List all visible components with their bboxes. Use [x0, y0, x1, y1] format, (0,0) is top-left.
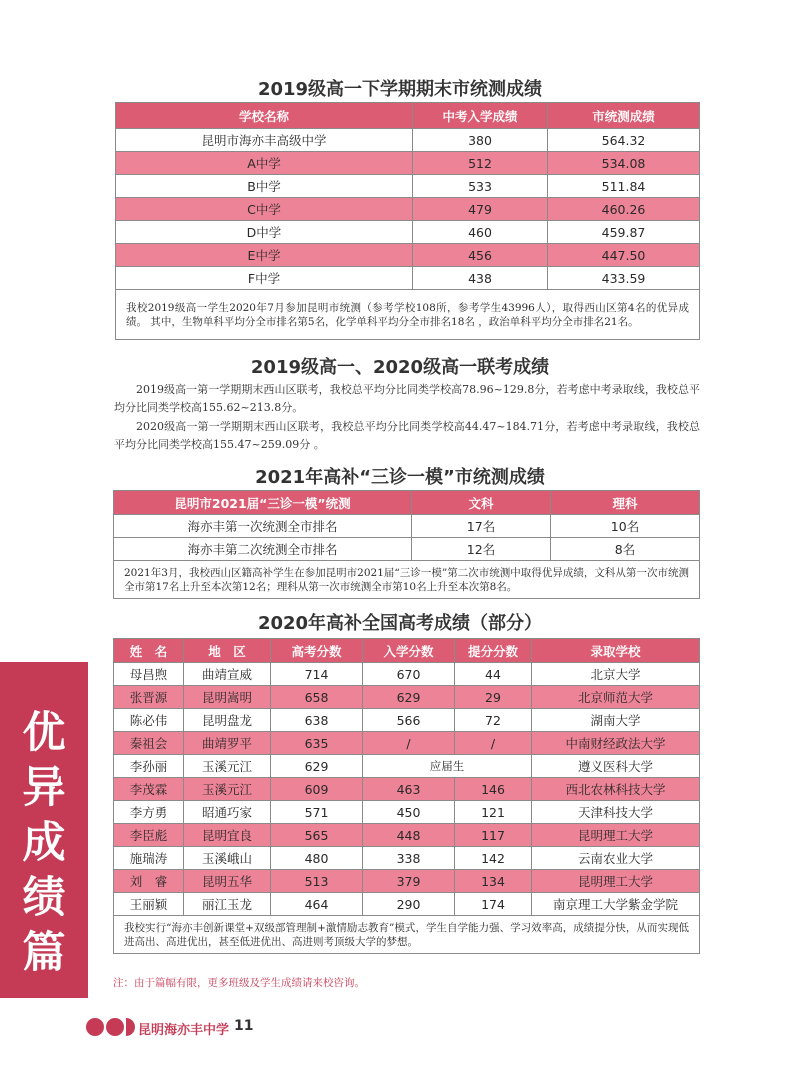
table-row: [114, 663, 700, 686]
cell-gaokao: 714: [271, 663, 363, 686]
cell-science: 8名: [551, 538, 700, 561]
cell-gaokao: 464: [271, 893, 363, 916]
cell-region: 曲靖宣威: [184, 663, 271, 686]
cell-improve: 117: [455, 824, 532, 847]
col-header-name: 姓 名: [114, 639, 184, 663]
cell-entrance: 380: [413, 129, 548, 152]
cell-name: 母昌煦: [114, 663, 184, 686]
cell-school: E中学: [116, 244, 413, 267]
cell-region: 丽江玉龙: [184, 893, 271, 916]
table-row: [114, 870, 700, 893]
table-row: [114, 709, 700, 732]
cell-name: 李臣彪: [114, 824, 184, 847]
table-row: [114, 538, 700, 561]
cell-city: 511.84: [548, 175, 700, 198]
cell-arts: 12名: [412, 538, 551, 561]
cell-region: 昆明宜良: [184, 824, 271, 847]
table-row: [116, 267, 700, 290]
cell-school: F中学: [116, 267, 413, 290]
cell-city: 447.50: [548, 244, 700, 267]
cell-entry: 290: [363, 893, 455, 916]
col-header-gaokao-score: 高考分数: [271, 639, 363, 663]
footer-school-name: 昆明海亦丰中学: [138, 1023, 230, 1038]
section2-title: 2019级高一、2020级高一联考成绩: [250, 357, 550, 378]
gaokao-table: [113, 638, 700, 954]
cell-gaokao: 629: [271, 755, 363, 778]
paragraph-2020: 2020级高一第一学期期末西山区联考，我校总平均分比同类学校高44.47~184.71分，若考虑中考录取线，我校总平均分比同类学校高155.47~259.09分 。: [114, 420, 700, 451]
cell-university: 湖南大学: [532, 709, 700, 732]
cell-name: 李孙丽: [114, 755, 184, 778]
cell-gaokao: 513: [271, 870, 363, 893]
cell-region: 昆明嵩明: [184, 686, 271, 709]
cell-entrance: 512: [413, 152, 548, 175]
cell-city: 534.08: [548, 152, 700, 175]
footer-dot-icon: [86, 1018, 104, 1036]
cell-improve: 121: [455, 801, 532, 824]
cell-city: 564.32: [548, 129, 700, 152]
cell-improve: 44: [455, 663, 532, 686]
cell-entrance: 533: [413, 175, 548, 198]
sidebar-char: 绩: [22, 873, 66, 923]
cell-university: 南京理工大学紫金学院: [532, 893, 700, 916]
cell-school: B中学: [116, 175, 413, 198]
cell-entry: /: [363, 732, 455, 755]
cell-entry: 566: [363, 709, 455, 732]
cell-name: 张晋源: [114, 686, 184, 709]
cell-region: 玉溪峨山: [184, 847, 271, 870]
cell-entrance: 438: [413, 267, 548, 290]
cell-name: 李茂霖: [114, 778, 184, 801]
cell-region: 昆明盘龙: [184, 709, 271, 732]
table-row: [116, 198, 700, 221]
sidebar-char: 篇: [22, 928, 66, 978]
cell-improve: 146: [455, 778, 532, 801]
cell-gaokao: 638: [271, 709, 363, 732]
mock-exam-table: [113, 490, 700, 599]
cell-entry: 629: [363, 686, 455, 709]
table-note: 我校2019级高一学生2020年7月参加昆明市统测（参考学校108所，参考学生43996人），取得西山区第4名的优异成绩。 其中，生物单科平均分全市排名第5名，化学单科平均分全市排名18名 ，政治单科平均分全市排名21名。: [116, 290, 700, 340]
table-row: [114, 515, 700, 538]
col-header-exam: 昆明市2021届“三诊一模”统测: [114, 491, 412, 515]
cell-improve: 142: [455, 847, 532, 870]
cell-university: 昆明理工大学: [532, 870, 700, 893]
table-row: [116, 244, 700, 267]
cell-improve: 174: [455, 893, 532, 916]
cell-school: A中学: [116, 152, 413, 175]
cell-gaokao: 658: [271, 686, 363, 709]
page-number: 11: [234, 1018, 254, 1034]
sidebar-char: 异: [22, 763, 66, 813]
table-row: [114, 686, 700, 709]
cell-exam: 海亦丰第二次统测全市排名: [114, 538, 412, 561]
cell-entry: 450: [363, 801, 455, 824]
paragraph-2019: 2019级高一第一学期期末西山区联考，我校总平均分比同类学校高78.96~129.8分，若考虑中考录取线，我校总平均分比同类学校高155.62~213.8分。: [114, 383, 700, 414]
sidebar-title: [0, 706, 88, 981]
cell-name: 刘 睿: [114, 870, 184, 893]
section1-title: 2019级高一下学期期末市统测成绩: [257, 79, 543, 100]
cell-entry: 338: [363, 847, 455, 870]
col-header-school: 学校名称: [116, 103, 413, 129]
cell-city: 460.26: [548, 198, 700, 221]
cell-region: 昭通巧家: [184, 801, 271, 824]
cell-region: 曲靖罗平: [184, 732, 271, 755]
cell-name: 王丽颖: [114, 893, 184, 916]
cell-city: 433.59: [548, 267, 700, 290]
cell-gaokao: 480: [271, 847, 363, 870]
cell-school: D中学: [116, 221, 413, 244]
cell-university: 北京师范大学: [532, 686, 700, 709]
col-header-university: 录取学校: [532, 639, 700, 663]
cell-improve: 29: [455, 686, 532, 709]
school-exam-table: [115, 102, 700, 340]
cell-improve: 72: [455, 709, 532, 732]
cell-improve: /: [455, 732, 532, 755]
cell-entrance: 456: [413, 244, 548, 267]
table-row: [114, 732, 700, 755]
cell-region: 玉溪元江: [184, 755, 271, 778]
col-header-improvement: 提分分数: [455, 639, 532, 663]
cell-entry: 670: [363, 663, 455, 686]
cell-arts: 17名: [412, 515, 551, 538]
cell-gaokao: 609: [271, 778, 363, 801]
cell-entrance: 479: [413, 198, 548, 221]
sidebar-char: 成: [22, 818, 66, 868]
cell-entry: 应届生: [363, 755, 532, 778]
section4-title: 2020年高补全国高考成绩（部分）: [257, 613, 543, 634]
cell-university: 天津科技大学: [532, 801, 700, 824]
table-row: [114, 801, 700, 824]
cell-entrance: 460: [413, 221, 548, 244]
table-row: [114, 755, 700, 778]
cell-school: C中学: [116, 198, 413, 221]
col-header-region: 地 区: [184, 639, 271, 663]
table-row: [114, 824, 700, 847]
col-header-science: 理科: [551, 491, 700, 515]
table-row: [114, 893, 700, 916]
sidebar-char: 优: [22, 708, 66, 758]
table-row: [114, 847, 700, 870]
footnote: 注：由于篇幅有限，更多班级及学生成绩请来校咨询。: [113, 977, 365, 989]
cell-entry: 448: [363, 824, 455, 847]
cell-university: 西北农林科技大学: [532, 778, 700, 801]
table-note: 2021年3月，我校西山区籍高补学生在参加昆明市2021届“三诊一模”第二次市统测中取得优异成绩，文科从第一次市统测全市第17名上升至本次第12名；理科从第一次市统测全市第10名上升至本次第8名。: [114, 561, 700, 599]
cell-entry: 379: [363, 870, 455, 893]
cell-gaokao: 571: [271, 801, 363, 824]
table-note: 我校实行“海亦丰创新课堂+双级部管理制+激情励志教育”模式，学生自学能力强、学习效率高，成绩提分快，从而实现低进高出、高进优出，甚至低进优出、高进则考顶级大学的梦想。: [114, 916, 700, 954]
cell-name: 施瑞涛: [114, 847, 184, 870]
cell-city: 459.87: [548, 221, 700, 244]
col-header-entry-score: 入学分数: [363, 639, 455, 663]
table-row: [116, 129, 700, 152]
table-row: [116, 175, 700, 198]
cell-university: 遵义医科大学: [532, 755, 700, 778]
col-header-arts: 文科: [412, 491, 551, 515]
cell-university: 北京大学: [532, 663, 700, 686]
cell-university: 中南财经政法大学: [532, 732, 700, 755]
cell-name: 李方勇: [114, 801, 184, 824]
cell-name: 秦祖会: [114, 732, 184, 755]
section3-title: 2021年高补“三诊一模”市统测成绩: [255, 467, 545, 488]
footer-dot-icon: [106, 1018, 124, 1036]
cell-gaokao: 635: [271, 732, 363, 755]
cell-entry: 463: [363, 778, 455, 801]
cell-region: 玉溪元江: [184, 778, 271, 801]
col-header-city-score: 市统测成绩: [548, 103, 700, 129]
footer-half-dot-icon: [126, 1018, 135, 1036]
table-row: [116, 221, 700, 244]
cell-science: 10名: [551, 515, 700, 538]
cell-university: 云南农业大学: [532, 847, 700, 870]
cell-exam: 海亦丰第一次统测全市排名: [114, 515, 412, 538]
cell-region: 昆明五华: [184, 870, 271, 893]
cell-university: 昆明理工大学: [532, 824, 700, 847]
cell-name: 陈必伟: [114, 709, 184, 732]
col-header-entrance-score: 中考入学成绩: [413, 103, 548, 129]
table-row: [114, 778, 700, 801]
cell-gaokao: 565: [271, 824, 363, 847]
table-row: [116, 152, 700, 175]
cell-school: 昆明市海亦丰高级中学: [116, 129, 413, 152]
cell-improve: 134: [455, 870, 532, 893]
